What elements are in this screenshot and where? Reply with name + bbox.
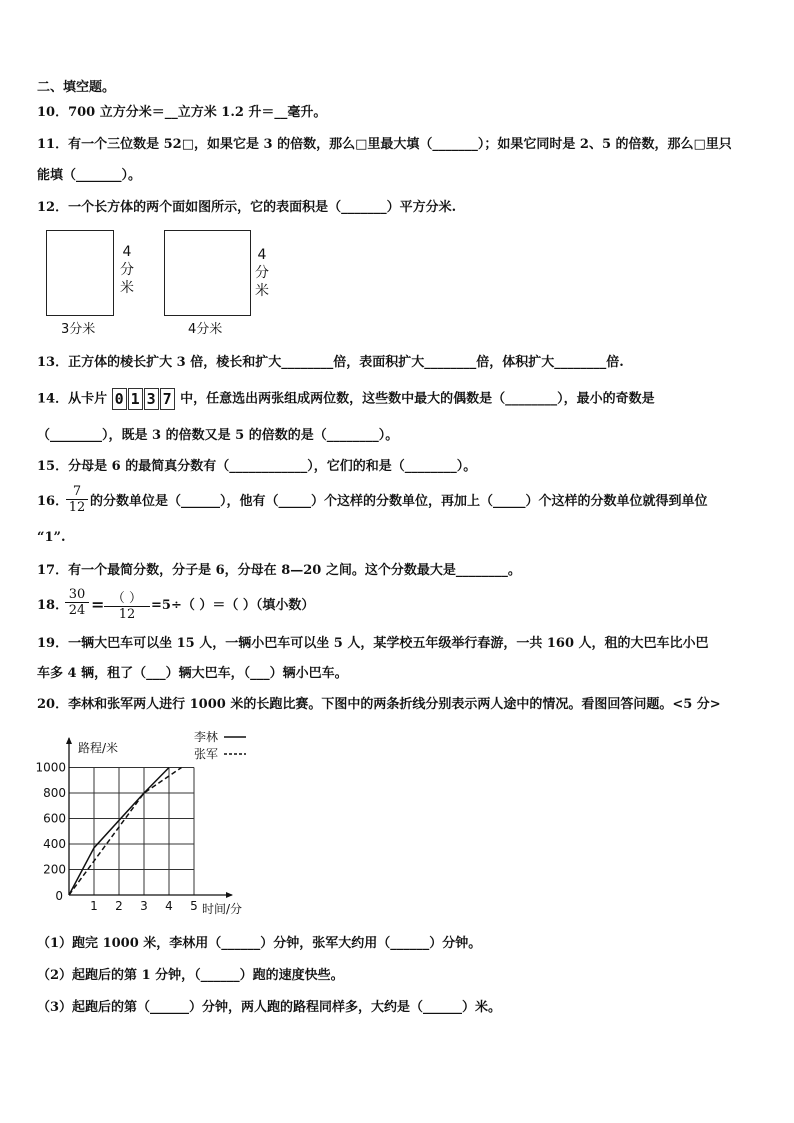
question-14-line2: （________），既是 3 的倍数又是 5 的倍数的是（________）。: [37, 428, 399, 443]
legend-label: 张军: [194, 747, 219, 761]
question-18-number: 18．: [37, 598, 69, 613]
chart-legend: [194, 729, 246, 761]
fraction-denominator: 12: [66, 499, 88, 515]
question-10: 10．700 立方分米＝__立方米 1.2 升＝__毫升。: [37, 105, 327, 120]
section-title: 二、填空题。: [37, 80, 116, 95]
question-16-text: 的分数单位是（______），他有（_____）个这样的分数单位，再加上（_____）个这样的分数单位就得到单位: [90, 494, 708, 509]
face-1-side-label: [116, 243, 138, 297]
question-19-line2: 车多 4 辆，租了（___）辆大巴车，（___）辆小巴车。: [37, 666, 348, 681]
face-2-side-unit-2: 米: [255, 283, 269, 299]
question-11-line1: 11．有一个三位数是 52□，如果它是 3 的倍数，那么□里最大填（_______）；如果它同时是 2、5 的倍数，那么□里只: [37, 137, 732, 152]
legend-label: 李林: [194, 730, 219, 744]
question-13: 13．正方体的棱长扩大 3 倍，棱长和扩大________倍，表面积扩大________倍，体积扩大________倍.: [37, 355, 624, 370]
question-20-sub-3: （3）起跑后的第（______）分钟，两人跑的路程同样多，大约是（______）米。: [37, 1000, 502, 1015]
question-18-rest: =5÷（ ）＝（ ）（填小数）: [151, 598, 315, 613]
y-tick-label: 200: [43, 862, 66, 877]
rectangle-face-2: [164, 230, 251, 316]
origin-label: 0: [55, 889, 63, 903]
question-19-line1: 19．一辆大巴车可以坐 15 人，一辆小巴车可以坐 5 人，某学校五年级举行春游，一共 160 人，租的大巴车比小巴: [37, 636, 709, 651]
rectangle-face-1: [46, 230, 114, 316]
face-2-side-unit-1: 分: [255, 265, 269, 281]
question-20-sub-2: （2）起跑后的第 1 分钟，（______）跑的速度快些。: [37, 968, 344, 983]
fraction-blank-12: [104, 587, 150, 622]
x-tick-label: 3: [140, 899, 148, 913]
y-tick-label: 400: [43, 837, 66, 851]
question-14-suffix: 中，任意选出两张组成两位数，这些数中最大的偶数是（________），最小的奇数是: [180, 391, 655, 407]
question-17: 17．有一个最简分数，分子是 6，分母在 8—20 之间。这个分数最大是________。: [37, 563, 521, 578]
x-axis-arrow-icon: [226, 892, 233, 898]
chart-axes: [66, 737, 233, 898]
x-tick-label: 4: [165, 899, 173, 913]
chart-tick-labels: [35, 740, 242, 916]
question-20-sub-1: （1）跑完 1000 米，李林用（______）分钟，张军大约用（______）分钟。: [37, 936, 482, 951]
chart-series: [69, 768, 182, 896]
y-axis-arrow-icon: [66, 737, 72, 744]
question-14-line1: [37, 388, 655, 411]
face-1-side-number: 4: [122, 244, 132, 260]
x-tick-label: 5: [190, 899, 198, 913]
chart-grid: [69, 768, 194, 896]
y-tick-label: 800: [43, 786, 66, 800]
face-1-bottom-label: 3分米: [61, 322, 96, 337]
y-tick-label: 1000: [35, 760, 66, 775]
fraction-7-12: [66, 484, 88, 515]
digit-card: 3: [144, 388, 159, 410]
fraction-numerator: 7: [72, 484, 82, 499]
face-2-side-number: 4: [257, 247, 267, 263]
fraction-denominator: 24: [65, 602, 89, 618]
x-tick-label: 2: [115, 899, 123, 913]
fraction-30-24: [65, 587, 89, 618]
fraction-denominator: 12: [104, 606, 150, 622]
fraction-numerator: （ ）: [111, 591, 143, 606]
face-1-side-unit-1: 分: [120, 262, 134, 278]
question-12: 12．一个长方体的两个面如图所示，它的表面积是（_______）平方分米.: [37, 200, 457, 215]
question-16-line2: “1”.: [37, 530, 66, 545]
question-15: 15．分母是 6 的最简真分数有（____________），它们的和是（________）。: [37, 459, 477, 474]
face-2-side-label: [251, 246, 273, 300]
question-11-line2: 能填（_______）。: [37, 168, 142, 183]
question-20: 20．李林和张军两人进行 1000 米的长跑比赛。下图中的两条折线分别表示两人途中的情况。看图回答问题。<5 分>: [37, 697, 721, 712]
face-1-side-unit-2: 米: [120, 280, 134, 296]
y-tick-label: 600: [43, 811, 66, 826]
x-tick-label: 1: [90, 899, 98, 913]
question-16-number: 16．: [37, 494, 69, 509]
digit-card: 1: [128, 388, 143, 410]
series-line-dashed: [69, 768, 182, 896]
face-2-bottom-label: 4分米: [188, 322, 223, 337]
digit-card: 7: [160, 388, 175, 410]
equals-sign: =: [91, 595, 105, 614]
question-14-prefix: 14．从卡片: [37, 391, 108, 407]
digit-card: 0: [112, 388, 127, 410]
fraction-numerator: 30: [68, 587, 86, 602]
distance-time-line-chart: [30, 728, 270, 920]
x-axis-label: 时间/分: [202, 902, 243, 916]
y-axis-label: 路程/米: [78, 741, 119, 755]
